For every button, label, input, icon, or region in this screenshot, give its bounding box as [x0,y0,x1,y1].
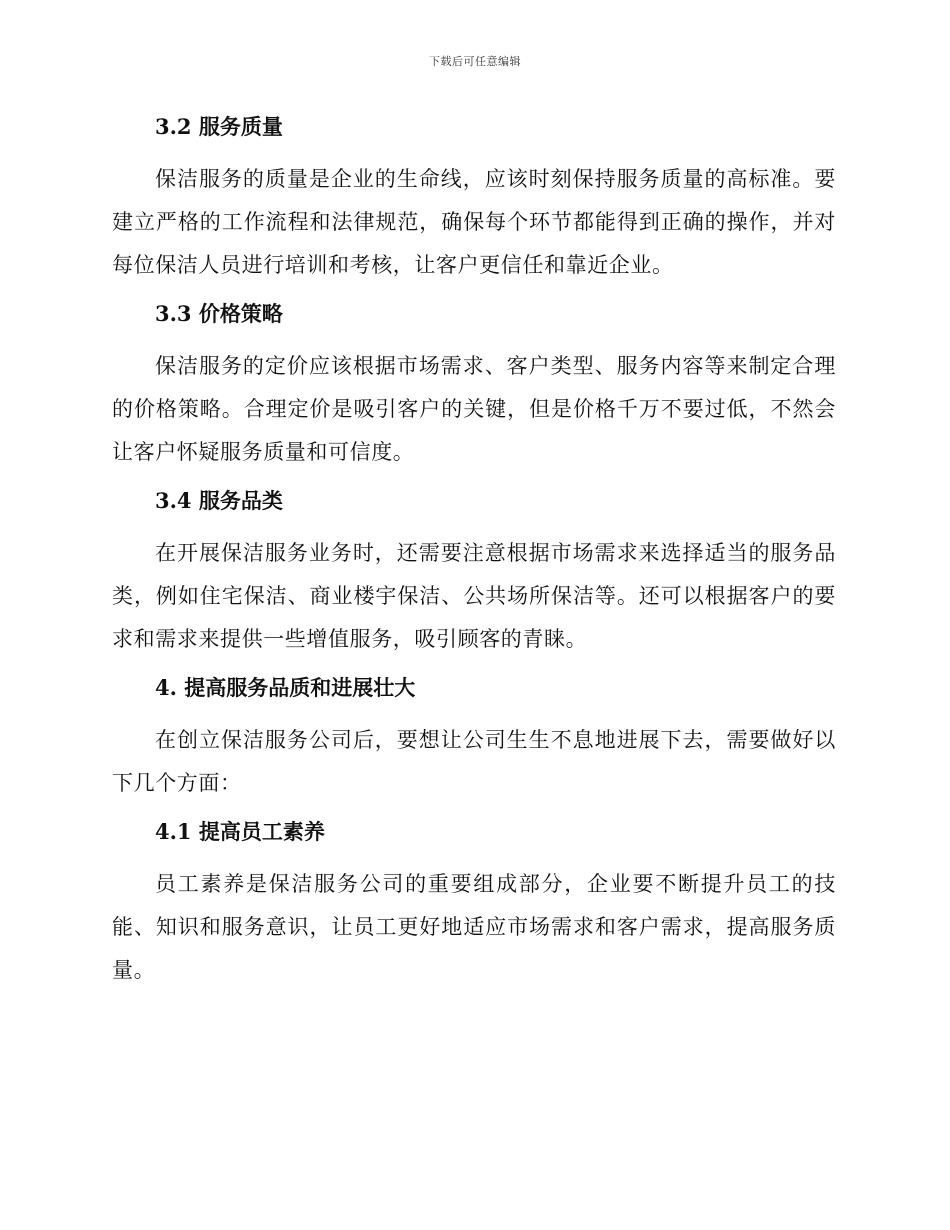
section-paragraph-3-4: 在开展保洁服务业务时，还需要注意根据市场需求来选择适当的服务品类，例如住宅保洁、商业楼宇保洁、公共场所保洁等。还可以根据客户的要求和需求来提供一些增值服务，吸引顾客的青睐。 [112,541,836,651]
section-paragraph-4-1: 员工素养是保洁服务公司的重要组成部分，企业要不断提升员工的技能、知识和服务意识，让员工更好地适应市场需求和客户需求，提高服务质量。 [112,872,836,982]
section-heading-3-2: 3.2 服务质量 [155,114,283,139]
section-paragraph-3-3: 保洁服务的定价应该根据市场需求、客户类型、服务内容等来制定合理的价格策略。合理定价是吸引客户的关键，但是价格千万不要过低，不然会让客户怀疑服务质量和可信度。 [112,354,836,464]
document-body [112,108,836,992]
section-heading-3-3: 3.3 价格策略 [155,301,283,326]
section-paragraph-3-2: 保洁服务的质量是企业的生命线，应该时刻保持服务质量的高标准。要建立严格的工作流程和法律规范，确保每个环节都能得到正确的操作，并对每位保洁人员进行培训和考核，让客户更信任和靠近企业。 [112,167,836,277]
section-paragraph-4: 在创立保洁服务公司后，要想让公司生生不息地进展下去，需要做好以下几个方面： [112,728,836,795]
section-heading-4: 4. 提高服务品质和进展壮大 [155,675,416,700]
section-heading-4-1: 4.1 提高员工素养 [155,819,325,844]
section-heading-3-4: 3.4 服务品类 [155,488,283,513]
page-header: 下载后可任意编辑 [429,55,521,68]
